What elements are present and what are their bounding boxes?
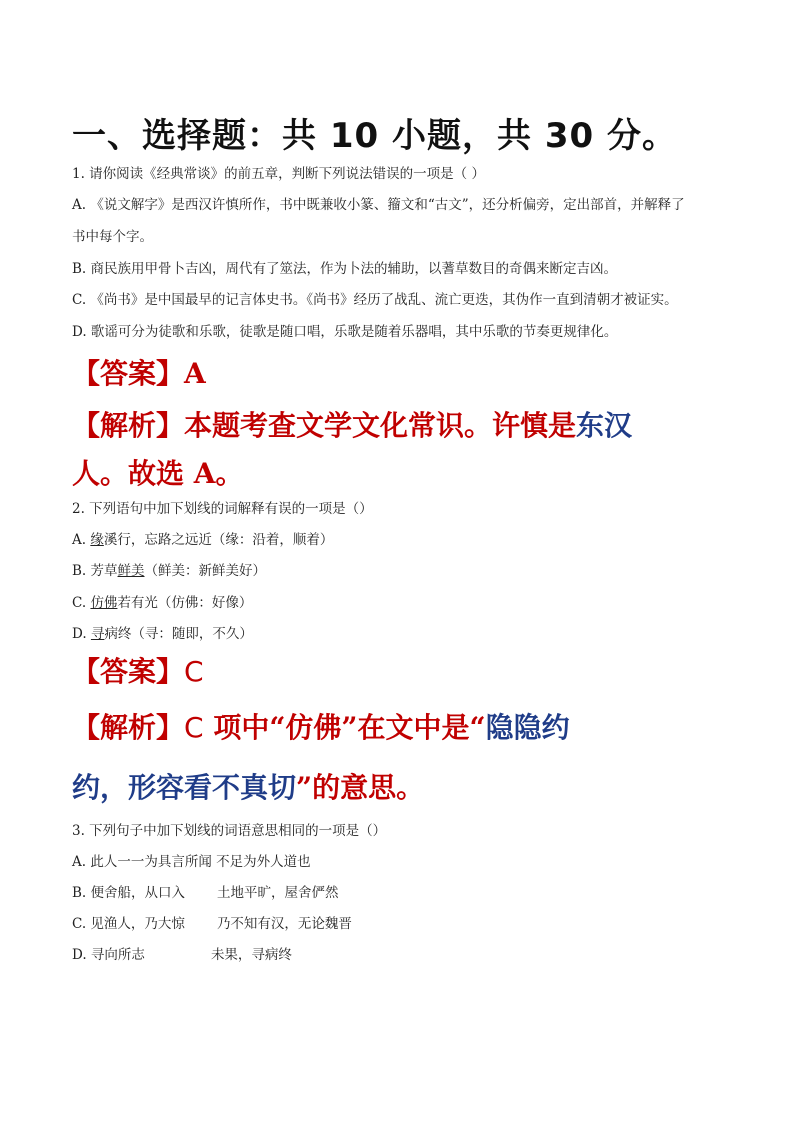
q2-option-c bbox=[72, 594, 252, 612]
analysis-highlight: 隐隐约 bbox=[485, 711, 570, 744]
analysis-label: 【解析】 bbox=[72, 409, 185, 442]
analysis-highlight: 约，形容看不真切 bbox=[72, 771, 297, 804]
q2-stem: 2. 下列语句中加下划线的词解释有误的一项是（） bbox=[72, 501, 373, 517]
option-text: 溪行，忘路之远近（缘：沿着，顺着） bbox=[103, 532, 334, 548]
answer-value: C bbox=[184, 655, 204, 688]
q2-analysis-line-1 bbox=[72, 706, 570, 746]
q1-analysis-line-1 bbox=[72, 404, 632, 444]
q1-stem: 1. 请你阅读《经典常谈》的前五章，判断下列说法错误的一项是（ ） bbox=[72, 166, 485, 182]
analysis-option-letter: C bbox=[184, 711, 204, 744]
analysis-label: 【解析】 bbox=[72, 711, 185, 744]
option-text: 未果，寻病终 bbox=[210, 947, 292, 963]
q2-analysis-line-2 bbox=[72, 766, 424, 806]
q3-option-d bbox=[72, 946, 292, 964]
q1-answer bbox=[72, 352, 206, 392]
q1-option-d: D. 歌谣可分为徒歌和乐歌，徒歌是随口唱，乐歌是随着乐器唱，其中乐歌的节奏更规律化。 bbox=[72, 324, 618, 340]
analysis-text: 本题考查文学文化常识。许慎是 bbox=[184, 409, 577, 442]
option-text: 若有光（仿佛：好像） bbox=[117, 595, 253, 611]
option-text: 土地平旷，屋舍俨然 bbox=[217, 885, 339, 901]
option-text: B. 便舍船，从口入 bbox=[72, 885, 186, 901]
option-prefix: C. bbox=[72, 595, 91, 611]
option-prefix: A. bbox=[72, 532, 91, 548]
answer-value: A bbox=[184, 357, 206, 390]
q1-option-a: A. 《说文解字》是西汉许慎所作，书中既兼收小篆、籀文和“古文”，还分析偏旁，定出部首，并解释了 bbox=[72, 197, 685, 213]
q3-stem: 3. 下列句子中加下划线的词语意思相同的一项是（） bbox=[72, 823, 387, 839]
option-prefix: B. 芳草 bbox=[72, 563, 118, 579]
q3-option-b bbox=[72, 884, 339, 902]
q1-analysis-line-2: 人。故选 A。 bbox=[72, 457, 244, 490]
option-text: （鲜美：新鲜美好） bbox=[144, 563, 267, 579]
analysis-text: 项中“仿佛”在文中是“ bbox=[203, 711, 486, 744]
option-prefix: D. bbox=[72, 626, 91, 642]
analysis-highlight: 东汉 bbox=[576, 409, 633, 442]
option-text: 乃不知有汉，无论魏晋 bbox=[216, 916, 352, 932]
q1-option-a-continued: 书中每个字。 bbox=[72, 229, 153, 245]
q2-option-b bbox=[72, 562, 266, 580]
underlined-word: 寻 bbox=[90, 626, 105, 642]
analysis-text: ”的意思。 bbox=[296, 771, 425, 804]
option-text: C. 见渔人，乃大惊 bbox=[72, 916, 185, 932]
q1-option-b: B. 商民族用甲骨卜吉凶，周代有了筮法，作为卜法的辅助，以蓍草数目的奇偶来断定吉凶。 bbox=[72, 261, 618, 277]
underlined-word: 仿佛 bbox=[90, 595, 118, 611]
option-text: D. 寻向所志 bbox=[72, 947, 145, 963]
underlined-word: 缘 bbox=[90, 532, 104, 548]
underlined-word: 鲜美 bbox=[117, 563, 145, 579]
option-text: 病终（寻：随即，不久） bbox=[104, 626, 253, 642]
q2-option-a bbox=[72, 531, 333, 549]
q1-option-c: C. 《尚书》是中国最早的记言体史书。《尚书》经历了战乱、流亡更迭，其伪作一直到清朝才被证实。 bbox=[72, 292, 678, 308]
q2-answer bbox=[72, 650, 204, 690]
section-title: 一、选择题：共 10 小题，共 30 分。 bbox=[72, 116, 677, 156]
q3-option-a: A. 此人一一为具言所闻 不足为外人道也 bbox=[72, 854, 311, 870]
answer-label: 【答案】 bbox=[72, 357, 185, 390]
answer-label: 【答案】 bbox=[72, 655, 185, 688]
q2-option-d bbox=[72, 625, 253, 643]
q3-option-c bbox=[72, 915, 352, 933]
